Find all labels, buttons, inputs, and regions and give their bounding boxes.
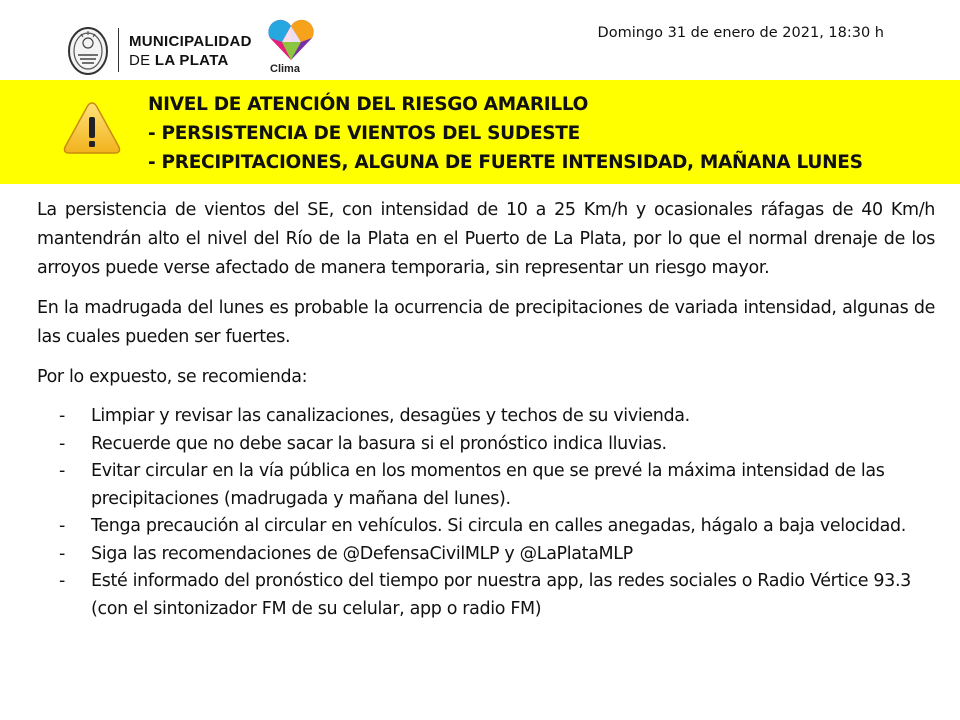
list-item: - Recuerde que no debe sacar la basura si el pronóstico indica lluvias. — [37, 431, 935, 459]
bullet-dash: - — [59, 516, 65, 536]
bullet-dash: - — [59, 571, 65, 591]
report-date: Domingo 31 de enero de 2021, 18:30 h — [597, 25, 884, 41]
paragraph-rain: En la madrugada del lunes es probable la ocurrencia de precipitaciones de variada intensidad, algunas de las cuales pueden ser fuertes. — [37, 298, 935, 347]
alert-line-winds: - PERSISTENCIA DE VIENTOS DEL SUDESTE — [148, 123, 580, 144]
warning-triangle-icon — [62, 100, 122, 156]
list-item: - Esté informado del pronóstico del tiempo por nuestra app, las redes sociales o Radio Vértice 93.3 (con el sintonizador FM de su celular, app o radio FM) — [37, 568, 935, 623]
bullet-dash: - — [59, 433, 65, 454]
municipality-line-2: DE LA PLATA — [129, 52, 229, 69]
list-item: - Siga las recomendaciones de @DefensaCivilMLP y @LaPlataMLP — [37, 541, 935, 569]
bullet-dash: - — [59, 461, 65, 481]
clima-label: Clima — [270, 63, 300, 75]
municipal-seal-icon — [66, 25, 110, 77]
header-divider — [118, 28, 119, 72]
list-item: - Tenga precaución al circular en vehículos. Si circula en calles anegadas, hágalo a baja velocidad. — [37, 513, 935, 541]
alert-line-level: NIVEL DE ATENCIÓN DEL RIESGO AMARILLO — [148, 94, 589, 115]
alert-line-rain: - PRECIPITACIONES, ALGUNA DE FUERTE INTENSIDAD, MAÑANA LUNES — [148, 152, 863, 173]
list-item: - Evitar circular en la vía pública en los momentos en que se prevé la máxima intensidad de las precipitaciones (madrugada y mañana del lunes). — [37, 458, 935, 513]
paragraph-winds: La persistencia de vientos del SE, con intensidad de 10 a 25 Km/h y ocasionales ráfagas de 40 Km/h mantendrán alto el nivel del Río de la Plata en el Puerto de La Plata, por lo que el normal drenaje de los arroyos puede verse afectado de manera temporaria, sin representar un riesgo mayor. — [37, 200, 935, 278]
municipality-name — [129, 32, 252, 70]
municipality-line-1: MUNICIPALIDAD — [129, 33, 252, 50]
bullet-dash: - — [59, 543, 65, 564]
alert-text — [148, 90, 863, 177]
bullet-dash: - — [59, 406, 65, 426]
report-body — [37, 196, 935, 623]
list-item: - Limpiar y revisar las canalizaciones, desagües y techos de su vivienda. — [37, 403, 935, 431]
recommendations-list — [37, 403, 935, 623]
clima-heart-logo-icon — [264, 18, 318, 62]
header — [0, 0, 960, 80]
paragraph-intro: Por lo expuesto, se recomienda: — [37, 367, 308, 387]
